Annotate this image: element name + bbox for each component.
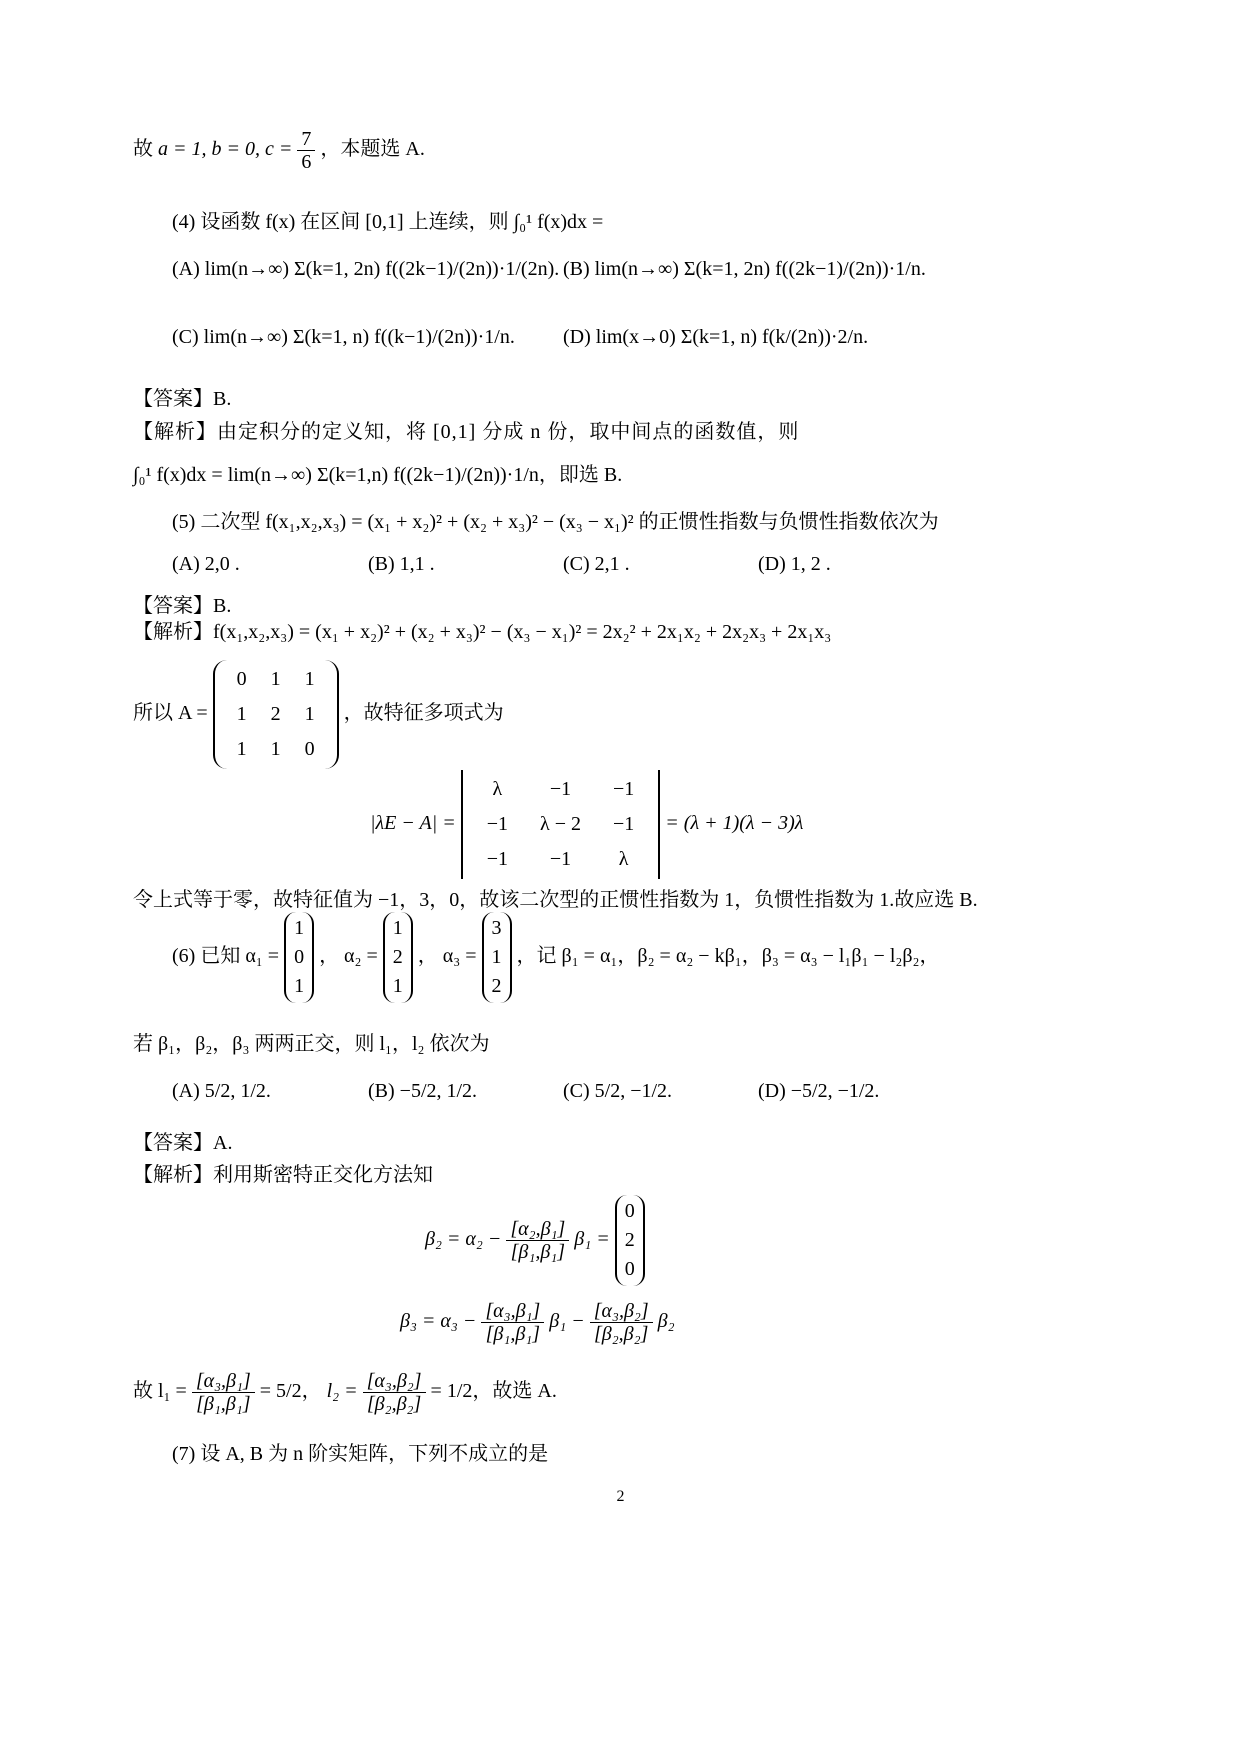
q4-option-c: (C) lim(n→∞) Σ(k=1, n) f((k−1)/(2n))·1/n.	[172, 326, 515, 348]
vector-alpha2	[383, 912, 413, 1003]
q5-option-a: (A) 2,0 .	[172, 553, 240, 575]
matrix-a	[213, 660, 339, 769]
eq2-fraction-1	[481, 1300, 544, 1345]
q6-post: ，记 β₁ = α₁，β₂ = α₂ − kβ₁，β₃ = α₃ − l₁β₁ − l₂β₂，	[516, 945, 940, 968]
eq2-den2: [β₂,β₂]	[593, 1323, 649, 1345]
q6-final	[133, 1370, 557, 1415]
vector-beta2	[615, 1195, 645, 1286]
m00: 0	[236, 668, 247, 690]
a2-label: ， α₂ =	[319, 945, 378, 968]
a1-2: 1	[294, 975, 305, 997]
q4-analysis-2: ∫₀¹ f(x)dx = lim(n→∞) Σ(k=1,n) f((2k−1)/(2n))·1/n，即选 B.	[133, 464, 623, 486]
vector-alpha3	[482, 912, 512, 1003]
d00: λ	[492, 778, 503, 800]
conclusion-line-q3	[133, 128, 425, 173]
a2-1: 2	[392, 946, 403, 968]
matrix-pre: 所以 A =	[133, 702, 208, 725]
matrix-post: ，故特征多项式为	[343, 702, 504, 725]
q4-option-d: (D) lim(x→0) Σ(k=1, n) f(k/(2n))·2/n.	[563, 326, 869, 348]
m22: 0	[304, 738, 315, 760]
d21: −1	[549, 848, 572, 870]
a2-0: 1	[392, 917, 403, 939]
q5-conclusion: 令上式等于零，故特征值为 −1，3，0，故该二次型的正惯性指数为 1，负惯性指数为 1.故应选 B.	[133, 889, 978, 911]
m10: 1	[236, 703, 247, 725]
text-post: ，本题选 A.	[320, 138, 425, 161]
q6-option-a: (A) 5/2, 1/2.	[172, 1080, 271, 1102]
q6-option-c: (C) 5/2, −1/2.	[563, 1080, 673, 1102]
final-v2: = 1/2，故选 A.	[430, 1380, 557, 1403]
q5-option-b: (B) 1,1 .	[368, 553, 435, 575]
m12: 1	[304, 703, 315, 725]
d12: −1	[613, 813, 635, 835]
q6-equation-beta2	[425, 1195, 645, 1286]
eq2-fraction-2	[590, 1300, 653, 1345]
q6-option-d: (D) −5/2, −1/2.	[758, 1080, 880, 1102]
eq2-num2: [α₃,β₂]	[590, 1300, 653, 1323]
eq1-mid: β₁ =	[574, 1228, 610, 1251]
page-number: 2	[616, 1488, 625, 1505]
a3-label: ， α₃ =	[417, 945, 477, 968]
final-num2: [α₃,β₂]	[363, 1370, 426, 1393]
determinant	[461, 770, 661, 879]
vector-alpha1	[284, 912, 314, 1003]
q5-stem: (5) 二次型 f(x₁,x₂,x₃) = (x₁ + x₂)² + (x₂ + x₃)² − (x₃ − x₁)² 的正惯性指数与负惯性指数依次为	[172, 511, 939, 533]
q4-option-b: (B) lim(n→∞) Σ(k=1, 2n) f((2k−1)/(2n))·1/n.	[563, 258, 926, 280]
eq2-post: β₂	[657, 1310, 675, 1333]
q6-pre: (6) 已知 α₁ =	[172, 945, 280, 968]
d20: −1	[486, 848, 509, 870]
q5-option-d: (D) 1, 2 .	[758, 553, 831, 575]
final-v1: = 5/2，	[259, 1380, 322, 1403]
q5-analysis: 【解析】f(x₁,x₂,x₃) = (x₁ + x₂)² + (x₂ + x₃)² − (x₃ − x₁)² = 2x₂² + 2x₁x₂ + 2x₂x₃ + 2x₁x₃	[133, 621, 832, 643]
m21: 1	[270, 738, 281, 760]
final-den2: [β₂,β₂]	[366, 1393, 422, 1415]
frac-num: 7	[297, 128, 315, 151]
d02: −1	[613, 778, 635, 800]
m02: 1	[304, 668, 315, 690]
a2-2: 1	[392, 975, 403, 997]
fraction-seven-sixths	[297, 128, 315, 173]
eq1-left: β₂ = α₂ −	[425, 1228, 502, 1251]
m11: 2	[270, 703, 281, 725]
eq2-mid: β₁ −	[549, 1310, 585, 1333]
q6-analysis: 【解析】利用斯密特正交化方法知	[133, 1164, 433, 1186]
final-den1: [β₁,β₁]	[196, 1393, 251, 1415]
q4-stem: (4) 设函数 f(x) 在区间 [0,1] 上连续，则 ∫₀¹ f(x)dx =	[172, 211, 604, 233]
q5-determinant-line	[370, 770, 803, 879]
q6-vectors-line	[172, 912, 940, 1003]
m01: 1	[270, 668, 281, 690]
final-fraction-2	[363, 1370, 426, 1415]
a1-0: 1	[294, 917, 305, 939]
a1-1: 0	[294, 946, 305, 968]
d01: −1	[549, 778, 572, 800]
b2-1: 2	[624, 1229, 635, 1251]
m20: 1	[236, 738, 247, 760]
final-l2: l₂ =	[326, 1380, 358, 1403]
math-values: a = 1, b = 0, c =	[158, 138, 298, 161]
eq1-fraction	[506, 1218, 569, 1263]
final-pre: 故 l₁ =	[133, 1380, 187, 1403]
q6-option-b: (B) −5/2, 1/2.	[368, 1080, 478, 1102]
d11: λ − 2	[540, 813, 581, 835]
q5-option-c: (C) 2,1 .	[563, 553, 630, 575]
b2-0: 0	[624, 1200, 635, 1222]
q5-matrix-line	[133, 660, 504, 769]
a3-2: 2	[491, 975, 502, 997]
d10: −1	[486, 813, 509, 835]
q4-analysis-1: 【解析】由定积分的定义知，将 [0,1] 分成 n 份，取中间点的函数值，则	[133, 421, 800, 443]
det-post: = (λ + 1)(λ − 3)λ	[665, 812, 804, 835]
q6-condition: 若 β₁，β₂，β₃ 两两正交，则 l₁，l₂ 依次为	[133, 1033, 490, 1055]
eq1-num: [α₂,β₁]	[506, 1218, 569, 1241]
a3-1: 1	[491, 946, 502, 968]
q4-option-a: (A) lim(n→∞) Σ(k=1, 2n) f((2k−1)/(2n))·1/(2n).	[172, 258, 560, 280]
b2-2: 0	[624, 1258, 635, 1280]
q6-answer: 【答案】A.	[133, 1132, 233, 1154]
eq2-num1: [α₃,β₁]	[481, 1300, 544, 1323]
q4-answer: 【答案】B.	[133, 388, 232, 410]
d22: λ	[618, 848, 629, 870]
final-num1: [α₃,β₁]	[192, 1370, 255, 1393]
q6-equation-beta3	[400, 1300, 675, 1345]
a3-0: 3	[491, 917, 502, 939]
text-pre: 故	[133, 138, 153, 161]
eq1-den: [β₁,β₁]	[510, 1241, 566, 1263]
det-pre: |λE − A| =	[370, 812, 456, 835]
eq2-left: β₃ = α₃ −	[400, 1310, 477, 1333]
frac-den: 6	[301, 151, 312, 173]
q7-stem: (7) 设 A, B 为 n 阶实矩阵，下列不成立的是	[172, 1443, 549, 1465]
q5-answer: 【答案】B.	[133, 595, 232, 617]
final-fraction-1	[192, 1370, 255, 1415]
eq2-den1: [β₁,β₁]	[485, 1323, 541, 1345]
